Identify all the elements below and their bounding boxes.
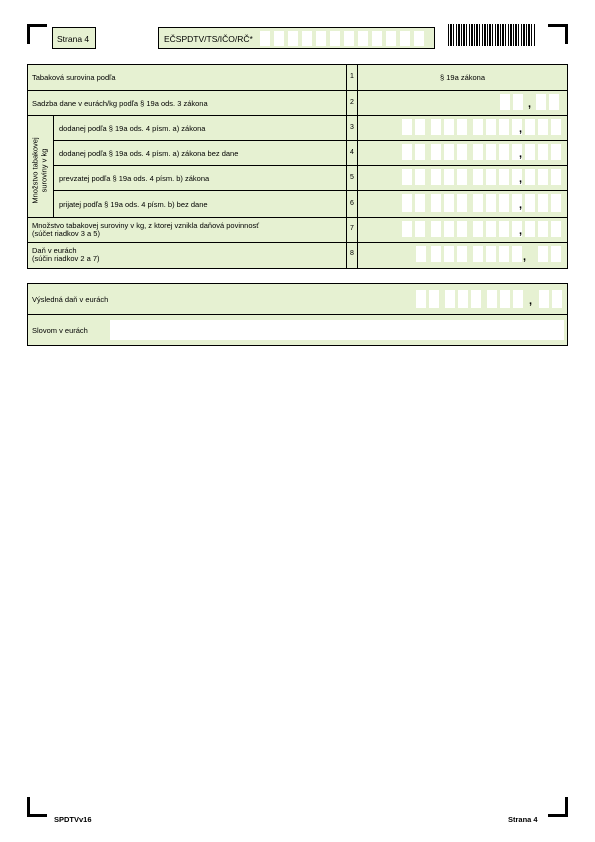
summary-box [27, 283, 568, 346]
row-7-input[interactable]: , [402, 221, 566, 239]
corner-mark-bottom-left [27, 797, 47, 817]
row-4-label: dodanej podľa § 19a ods. 4 písm. a) zákona bez dane [59, 149, 239, 158]
words-label: Slovom v eurách [32, 326, 88, 335]
row-7-sublabel: (súčet riadkov 3 a 5) [32, 229, 100, 238]
row-2-input[interactable]: , [500, 94, 566, 112]
row-4-input[interactable]: , [402, 144, 566, 162]
row-5-input[interactable]: , [402, 169, 566, 187]
words-input[interactable] [110, 320, 564, 340]
row-6-label: prijatej podľa § 19a ods. 4 písm. b) bez dane [59, 200, 208, 209]
row-8-number: 8 [350, 250, 354, 257]
row-3-number: 3 [350, 124, 354, 131]
row-2-label: Sadzba dane v eurách/kg podľa § 19a ods. 3 zákona [32, 99, 208, 108]
corner-mark-bottom-right [548, 797, 568, 817]
row-8-label: Daň v eurách [32, 246, 77, 255]
row-8-input[interactable]: , [416, 246, 566, 264]
result-tax-label: Výsledná daň v eurách [32, 295, 109, 304]
form-code: SPDTVv16 [54, 815, 92, 824]
row-7-number: 7 [350, 225, 354, 232]
row-1-number: 1 [350, 73, 354, 80]
row-8-sublabel: (súčin riadkov 2 a 7) [32, 254, 100, 263]
quantity-group-label-line2: suroviny v kg [39, 148, 48, 193]
row-5-number: 5 [350, 174, 354, 181]
row-6-input[interactable]: , [402, 194, 566, 214]
row-1-value: § 19a zákona [439, 73, 486, 82]
id-field-label: EČSPDTV/TS/IČO/RČ* [164, 34, 253, 44]
row-7-label: Množstvo tabakovej suroviny v kg, z ktorej vznikla daňová povinnosť [32, 221, 260, 230]
row-3-input[interactable]: , [402, 119, 566, 137]
row-5-label: prevzatej podľa § 19a ods. 4 písm. b) zákona [59, 174, 210, 183]
barcode-image [448, 24, 536, 46]
row-3-label: dodanej podľa § 19a ods. 4 písm. a) zákona [59, 124, 206, 133]
row-1-label: Tabaková surovina podľa [32, 73, 116, 82]
quantity-group-label [28, 116, 53, 217]
corner-mark-top-right [548, 24, 568, 44]
page-number-box [52, 27, 96, 49]
tax-table [27, 64, 568, 269]
row-6-number: 6 [350, 200, 354, 207]
quantity-group-label-line1: Množstvo tabakovej [30, 137, 40, 204]
id-input-cells[interactable] [260, 31, 432, 46]
row-2-number: 2 [350, 99, 354, 106]
row-4-number: 4 [350, 149, 354, 156]
result-tax-input[interactable]: , [416, 290, 566, 310]
corner-mark-top-left [27, 24, 47, 44]
page-number-label: Strana 4 [57, 34, 90, 44]
footer-page-number: Strana 4 [508, 815, 538, 824]
